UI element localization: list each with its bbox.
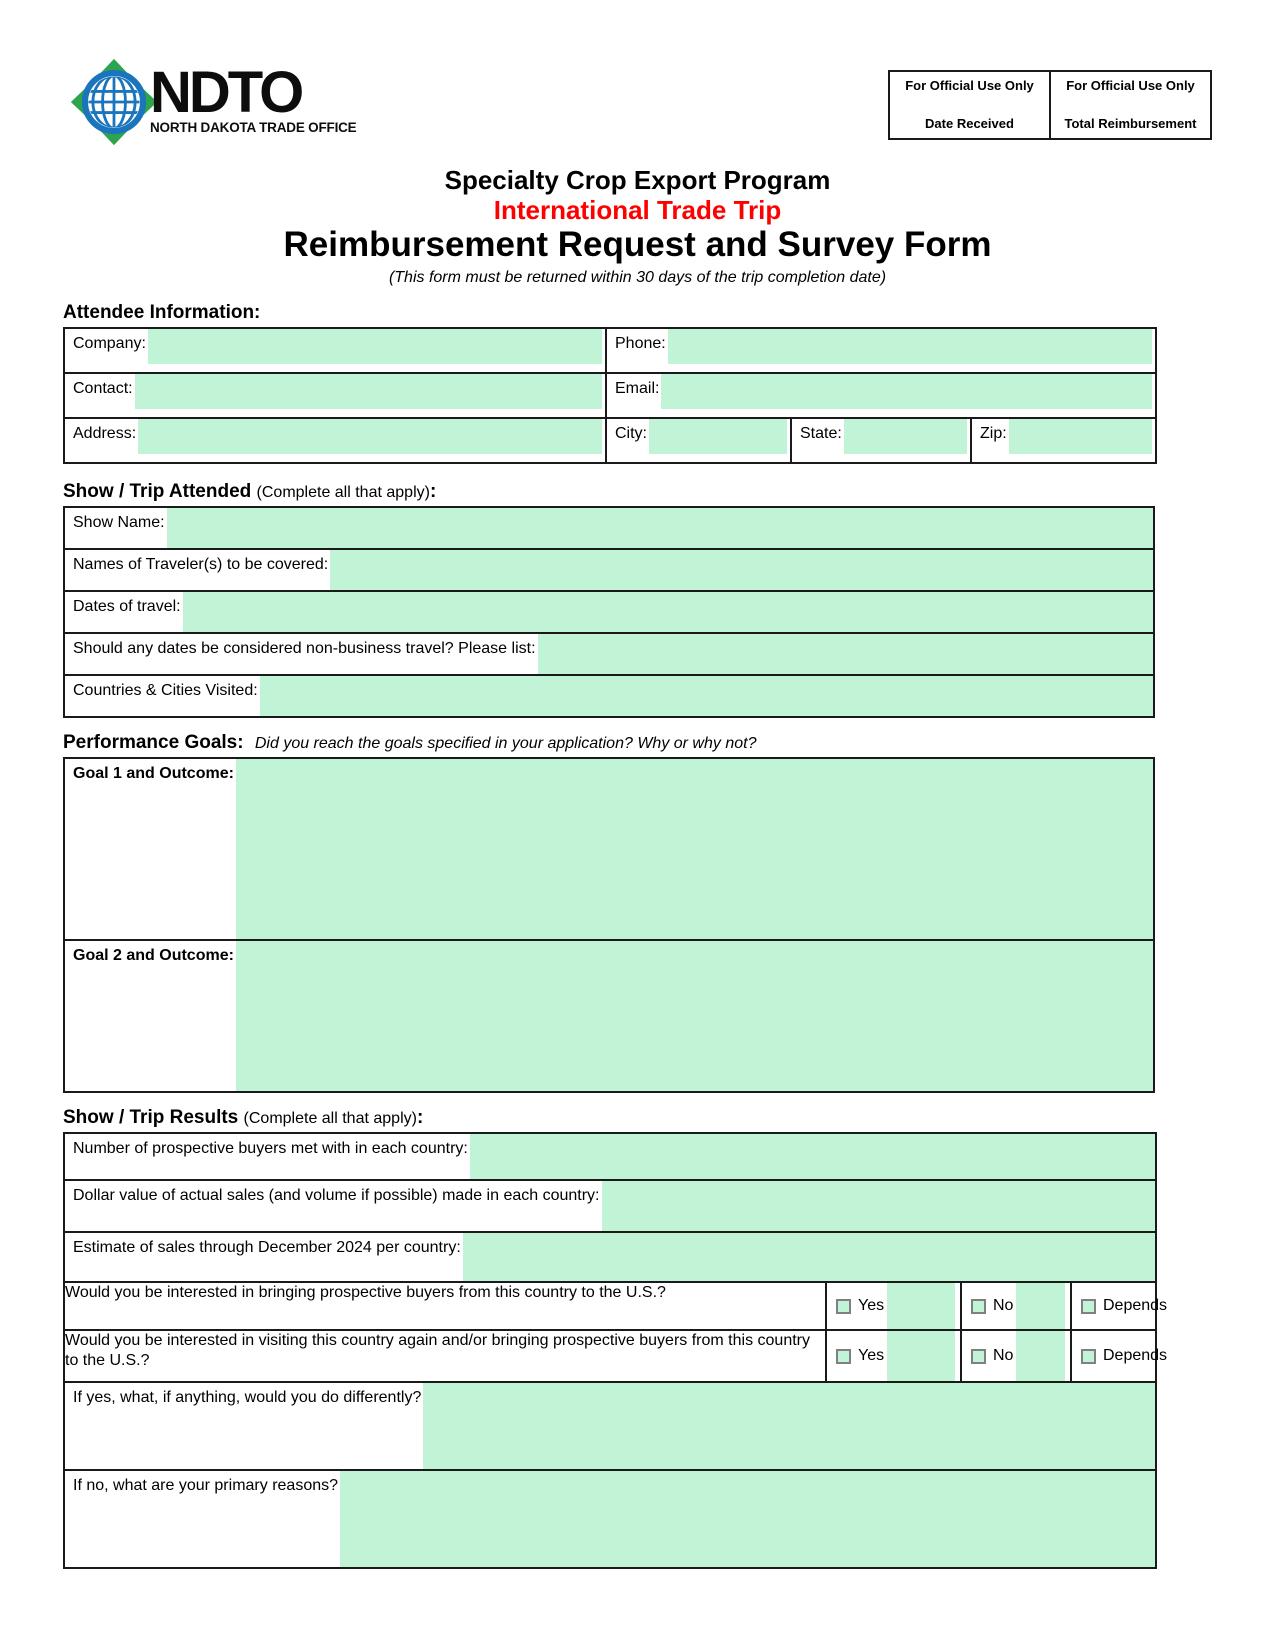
goal-1-label: Goal 1 and Outcome: (73, 765, 234, 782)
title-block (0, 166, 1275, 287)
q1-yes-label: Yes (858, 1297, 885, 1314)
attendee-table (63, 327, 1157, 464)
contact-label: Contact: (73, 380, 133, 397)
form-title: Reimbursement Request and Survey Form (283, 225, 992, 265)
primary-reasons-label: If no, what are your primary reasons? (73, 1477, 339, 1494)
zip-input[interactable] (1009, 419, 1152, 454)
email-label: Email: (615, 380, 660, 397)
results-table (63, 1132, 1168, 1569)
state-input[interactable] (844, 419, 967, 454)
do-differently-input[interactable] (423, 1383, 1155, 1469)
dates-of-travel-label: Dates of travel: (73, 598, 181, 615)
ndto-logo (70, 58, 357, 146)
results-heading-colon: : (416, 1107, 424, 1128)
logo-acronym: NDTO (150, 60, 302, 125)
contact-input[interactable] (135, 374, 602, 409)
q2-depends-label: Depends (1103, 1347, 1168, 1364)
show-trip-section-heading (63, 481, 1155, 503)
show-name-label: Show Name: (73, 514, 165, 531)
q1-yes-highlight[interactable] (887, 1283, 955, 1329)
q1-depends-label: Depends (1103, 1297, 1168, 1314)
performance-heading-text: Performance Goals: (63, 732, 244, 753)
q2-no-highlight[interactable] (1016, 1331, 1065, 1381)
q1-yes-checkbox[interactable] (836, 1299, 851, 1314)
q2-yes-highlight[interactable] (887, 1331, 955, 1381)
trip-title: International Trade Trip (493, 194, 782, 225)
goal-2-input[interactable] (236, 941, 1153, 1091)
performance-section-heading (63, 732, 1155, 754)
official-box-total-reimbursement (1049, 72, 1210, 138)
q2-yes-label: Yes (858, 1347, 885, 1364)
address-label: Address: (73, 425, 137, 442)
performance-goals-table (63, 757, 1155, 1093)
q2-no-checkbox[interactable] (971, 1349, 986, 1364)
buyers-count-label: Number of prospective buyers met with in each country: (73, 1140, 468, 1157)
show-trip-heading-colon: : (429, 481, 437, 502)
non-business-dates-label: Should any dates be considered non-business travel? Please list: (73, 640, 536, 657)
countries-cities-label: Countries & Cities Visited: (73, 682, 258, 699)
program-title: Specialty Crop Export Program (444, 165, 831, 195)
zip-label: Zip: (980, 425, 1007, 442)
official-box-field: Date Received (925, 116, 1014, 131)
company-label: Company: (73, 335, 146, 352)
show-trip-heading-text: Show / Trip Attended (63, 481, 252, 502)
question-bring-buyers: Would you be interested in bringing prospective buyers from this country to the U.S.? (64, 1282, 826, 1330)
sales-value-input[interactable] (602, 1181, 1156, 1231)
official-box-title: For Official Use Only (905, 78, 1034, 93)
show-trip-table (63, 506, 1155, 718)
q2-yes-checkbox[interactable] (836, 1349, 851, 1364)
results-heading-text: Show / Trip Results (63, 1107, 239, 1128)
q2-no-label: No (993, 1347, 1014, 1364)
company-input[interactable] (148, 329, 602, 364)
sales-estimate-input[interactable] (463, 1233, 1155, 1281)
question-visit-again: Would you be interested in visiting this country again and/or bringing prospective buyers from this country to the U.S.? (64, 1330, 826, 1382)
globe-compass-icon (70, 58, 158, 146)
return-deadline-note: (This form must be returned within 30 days of the trip completion date) (388, 268, 887, 286)
city-label: City: (615, 425, 647, 442)
q1-depends-checkbox[interactable] (1081, 1299, 1096, 1314)
address-input[interactable] (138, 419, 602, 454)
travelers-label: Names of Traveler(s) to be covered: (73, 556, 329, 573)
results-heading-note: (Complete all that apply) (243, 1110, 417, 1127)
attendee-section-heading: Attendee Information: (63, 302, 261, 323)
q1-no-checkbox[interactable] (971, 1299, 986, 1314)
q1-no-highlight[interactable] (1016, 1283, 1065, 1329)
sales-value-label: Dollar value of actual sales (and volume if possible) made in each country: (73, 1187, 600, 1204)
countries-cities-input[interactable] (260, 676, 1153, 716)
do-differently-label: If yes, what, if anything, would you do differently? (73, 1389, 422, 1406)
q2-depends-checkbox[interactable] (1081, 1349, 1096, 1364)
official-box-title: For Official Use Only (1066, 78, 1195, 93)
logo-subtitle: NORTH DAKOTA TRADE OFFICE (150, 120, 357, 136)
goal-2-label: Goal 2 and Outcome: (73, 947, 234, 964)
state-label: State: (800, 425, 842, 442)
performance-heading-subtitle: Did you reach the goals specified in your application? Why or why not? (254, 735, 757, 752)
primary-reasons-input[interactable] (340, 1471, 1155, 1567)
email-input[interactable] (661, 374, 1152, 409)
non-business-dates-input[interactable] (538, 634, 1153, 674)
goal-1-input[interactable] (236, 759, 1153, 939)
official-box-field: Total Reimbursement (1064, 116, 1197, 131)
phone-label: Phone: (615, 335, 666, 352)
results-section-heading (63, 1107, 1155, 1129)
sales-estimate-label: Estimate of sales through December 2024 per country: (73, 1239, 461, 1256)
q1-no-label: No (993, 1297, 1014, 1314)
phone-input[interactable] (668, 329, 1152, 364)
dates-of-travel-input[interactable] (183, 592, 1153, 632)
show-name-input[interactable] (167, 508, 1153, 548)
city-input[interactable] (649, 419, 787, 454)
travelers-input[interactable] (330, 550, 1153, 590)
official-use-boxes (888, 70, 1212, 140)
show-trip-heading-note: (Complete all that apply) (256, 484, 430, 501)
buyers-count-input[interactable] (470, 1134, 1155, 1179)
official-box-date-received (890, 72, 1049, 138)
